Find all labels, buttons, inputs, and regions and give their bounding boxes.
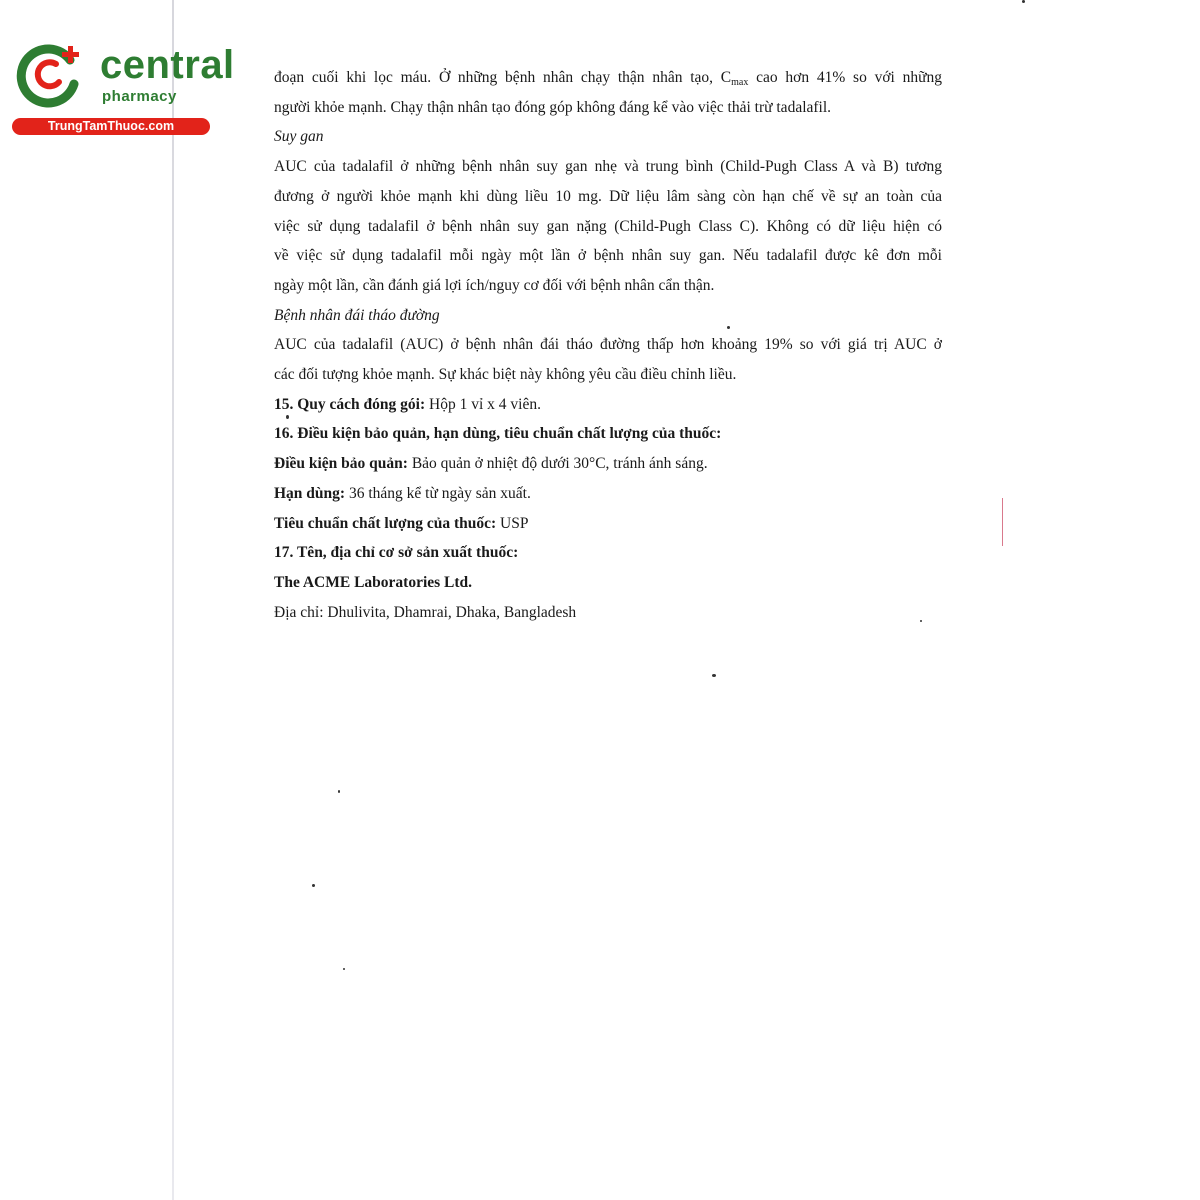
liver-line-1: AUC của tadalafil ở những bệnh nhân suy gan nhẹ và trung bình (Child-Pugh Class A và B) tương [274,158,942,176]
storage-line [274,449,942,479]
central-pharmacy-logo[interactable] [12,38,235,138]
liver-line-4: về việc sử dụng tadalafil mỗi ngày một lần ở bệnh nhân suy gan. Nếu tadalafil được kê đơn mỗi [274,247,942,265]
manufacturer-name: The ACME Laboratories Ltd. [274,573,473,591]
liver-heading: Suy gan [274,128,324,146]
pharmacy-cross-icon [12,38,92,108]
scan-speck [1022,0,1025,3]
diabetes-heading: Bệnh nhân đái tháo đường [274,306,440,324]
standard-value: USP [496,514,529,532]
standard-line [274,509,942,539]
scan-speck [712,674,716,677]
diabetes-line-2: các đối tượng khỏe mạnh. Sự khác biệt này không yêu cầu điều chỉnh liều. [274,366,737,384]
logo-sub-text: pharmacy [102,88,177,105]
section-16-heading: 16. Điều kiện bảo quản, hạn dùng, tiêu chuẩn chất lượng của thuốc: [274,425,722,443]
shelf-life-line [274,479,942,509]
manufacturer-address: Địa chỉ: Dhulivita, Dhamrai, Dhaka, Bangladesh [274,603,577,621]
shelf-life-value: 36 tháng kể từ ngày sản xuất. [345,484,531,502]
logo-url-badge[interactable]: TrungTamThuoc.com [12,118,210,135]
document-body [274,63,942,627]
scan-mark [1002,498,1003,546]
diabetes-line-1: AUC của tadalafil (AUC) ở bệnh nhân đái tháo đường thấp hơn khoảng 19% so với giá trị AUC ở [274,336,942,354]
section-15-value: Hộp 1 vỉ x 4 viên. [425,395,541,413]
cmax-subscript: max [731,77,749,88]
text-run: cao hơn 41% so với những [748,69,942,86]
scan-speck [286,415,289,419]
section-17-heading: 17. Tên, địa chỉ cơ sở sản xuất thuốc: [274,544,519,562]
shelf-life-label: Hạn dùng: [274,484,346,502]
storage-value: Bảo quản ở nhiệt độ dưới 30°C, tránh ánh sáng. [407,455,708,473]
section-15-label: 15. Quy cách đóng gói: [274,395,426,413]
scan-speck [727,326,730,329]
kidney-line-1 [274,63,942,93]
scan-speck [920,620,922,622]
scan-speck [312,884,315,887]
scan-speck [343,968,345,970]
standard-label: Tiêu chuẩn chất lượng của thuốc: [274,514,497,532]
scan-edge [172,0,174,1200]
text-run: đoạn cuối khi lọc máu. Ở những bệnh nhân chạy thận nhân tạo, C [274,69,732,86]
liver-line-3: việc sử dụng tadalafil ở bệnh nhân suy gan nặng (Child-Pugh Class C). Không có dữ liệu hiện có [274,217,942,235]
logo-brand-text: central [100,43,235,87]
section-15 [274,390,942,420]
kidney-line-2: người khỏe mạnh. Chạy thận nhân tạo đóng góp không đáng kể vào việc thải trừ tadalafil. [274,98,832,116]
scan-speck [338,790,340,793]
liver-line-5: ngày một lần, cần đánh giá lợi ích/nguy cơ đối với bệnh nhân cẩn thận. [274,276,715,294]
storage-label: Điều kiện bảo quản: [274,455,408,473]
liver-line-2: đương ở người khỏe mạnh khi dùng liều 10 mg. Dữ liệu lâm sàng còn hạn chế về sự an toàn của [274,187,942,205]
